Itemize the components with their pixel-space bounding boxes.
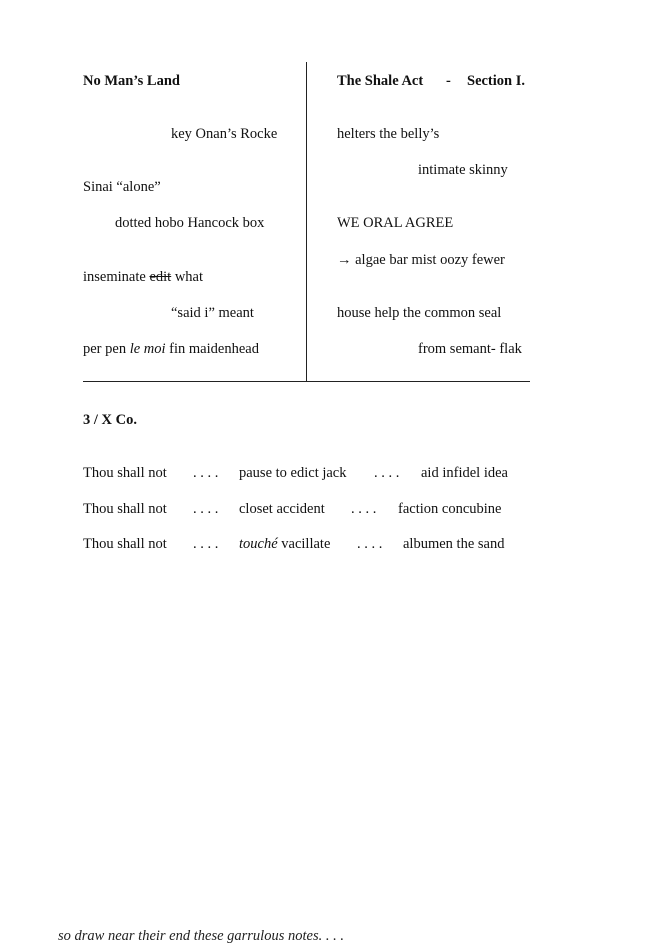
row-dots: . . . .: [193, 501, 219, 517]
row-dots: . . . .: [193, 465, 219, 481]
left-line-text: per pen: [83, 341, 130, 357]
section-divider: [83, 381, 530, 382]
row-end: faction concubine: [398, 501, 502, 517]
italic-phrase: le moi: [129, 341, 166, 357]
right-column-title-part1: The Shale Act: [337, 73, 424, 89]
row-middle: closet accident: [239, 501, 325, 517]
row-end: albumen the sand: [403, 536, 505, 552]
row-lead: Thou shall not: [83, 465, 167, 481]
row-dots: . . . .: [351, 501, 377, 517]
left-line: key Onan’s Rocke: [171, 126, 278, 142]
row-middle: [239, 537, 330, 552]
left-line: Sinai “alone”: [83, 179, 161, 195]
row-middle: pause to edict jack: [239, 465, 347, 481]
footer-note: so draw near their end these garrulous notes. . . .: [58, 928, 344, 944]
right-line: house help the common seal: [337, 305, 502, 321]
right-line: from semant- flak: [418, 341, 522, 357]
row-dots: . . . .: [374, 465, 400, 481]
struck-word: edit: [149, 269, 172, 285]
right-line: → algae bar mist oozy fewer: [337, 252, 505, 268]
left-column-title: No Man’s Land: [83, 73, 180, 89]
left-line-text: fin maidenhead: [165, 341, 259, 357]
left-line-text: what: [171, 269, 204, 285]
row-end: aid infidel idea: [421, 465, 508, 481]
row-lead: Thou shall not: [83, 501, 167, 517]
right-column-title-part2: Section I.: [467, 73, 525, 89]
column-divider: [306, 62, 307, 382]
row-dots: . . . .: [193, 536, 219, 552]
italic-word: touché: [239, 536, 278, 552]
left-line-text: inseminate: [83, 269, 150, 285]
right-line: helters the belly’s: [337, 126, 440, 142]
row-dots: . . . .: [357, 536, 383, 552]
right-column-title-separator: -: [446, 73, 451, 89]
left-line: [83, 342, 259, 357]
row-middle-text: vacillate: [277, 536, 331, 552]
right-line: intimate skinny: [418, 162, 508, 178]
left-line: “said i” meant: [171, 305, 254, 321]
section2-title: 3 / X Co.: [83, 412, 137, 428]
left-line: [83, 270, 203, 285]
left-line: dotted hobo Hancock box: [115, 215, 265, 231]
row-lead: Thou shall not: [83, 536, 167, 552]
right-line: WE ORAL AGREE: [337, 215, 454, 231]
